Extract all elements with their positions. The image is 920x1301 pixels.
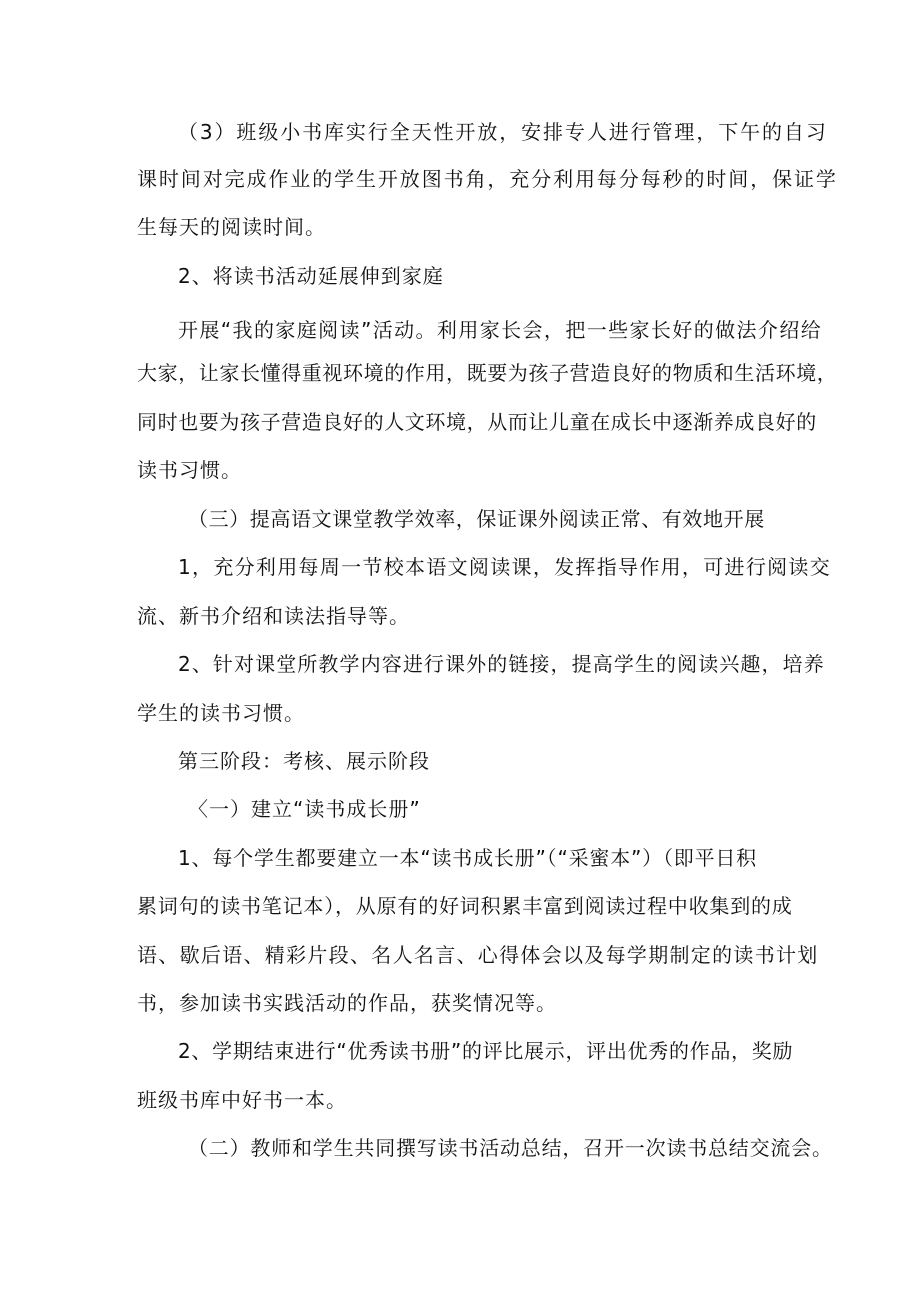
text-line-21: 班级书库中好书一本。 xyxy=(137,1088,347,1112)
section-heading-family-reading: 2、将读书活动延展伸到家庭 xyxy=(178,264,444,288)
text-line-7: 同时也要为孩子营造良好的人文环境，从而让儿童在成长中逐渐养成良好的 xyxy=(137,410,817,434)
text-line-12: 2、针对课堂所教学内容进行课外的链接，提高学生的阅读兴趣，培养 xyxy=(178,652,825,676)
text-line-11: 流、新书介绍和读法指导等。 xyxy=(137,604,410,628)
text-line-8: 读书习惯。 xyxy=(137,458,242,482)
text-line-3: 生每天的阅读时间。 xyxy=(137,215,326,239)
text-line-5: 开展“我的家庭阅读”活动。利用家长会，把一些家长好的做法介绍给 xyxy=(178,318,823,342)
text-line-19: 书，参加读书实践活动的作品，获奖情况等。 xyxy=(137,991,557,1015)
section-heading-summary: （二）教师和学生共同撰写读书活动总结，召开一次读书总结交流会。 xyxy=(188,1136,833,1160)
text-line-6: 大家，让家长懂得重视环境的作用，既要为孩子营造良好的物质和生活环境， xyxy=(137,361,838,385)
text-line-2: 课时间对完成作业的学生开放图书角，充分利用每分每秒的时间，保证学 xyxy=(137,167,838,191)
text-line-13: 学生的读书习惯。 xyxy=(137,701,305,725)
section-heading-growth-book: 〈一）建立“读书成长册” xyxy=(188,797,421,821)
section-heading-classroom-efficiency: （三）提高语文课堂教学效率，保证课外阅读正常、有效地开展 xyxy=(188,507,765,531)
text-line-18: 语、歇后语、精彩片段、名人名言、心得体会以及每学期制定的读书计划 xyxy=(137,943,819,967)
text-line-20: 2、学期结束进行“优秀读书册”的评比展示，评出优秀的作品，奖励 xyxy=(178,1039,794,1063)
text-line-10: 1，充分利用每周一节校本语文阅读课，发挥指导作用，可进行阅读交 xyxy=(178,555,832,579)
stage-heading-three: 第三阶段：考核、展示阶段 xyxy=(178,749,430,773)
text-line-17: 累词句的读书笔记本），从原有的好词积累丰富到阅读过程中收集到的成 xyxy=(137,894,793,918)
text-line-1: （3）班级小书库实行全天性开放，安排专人进行管理，下午的自习 xyxy=(178,120,828,144)
text-line-16: 1、每个学生都要建立一本“读书成长册”（“采蜜本”）（即平日积 xyxy=(178,846,757,870)
